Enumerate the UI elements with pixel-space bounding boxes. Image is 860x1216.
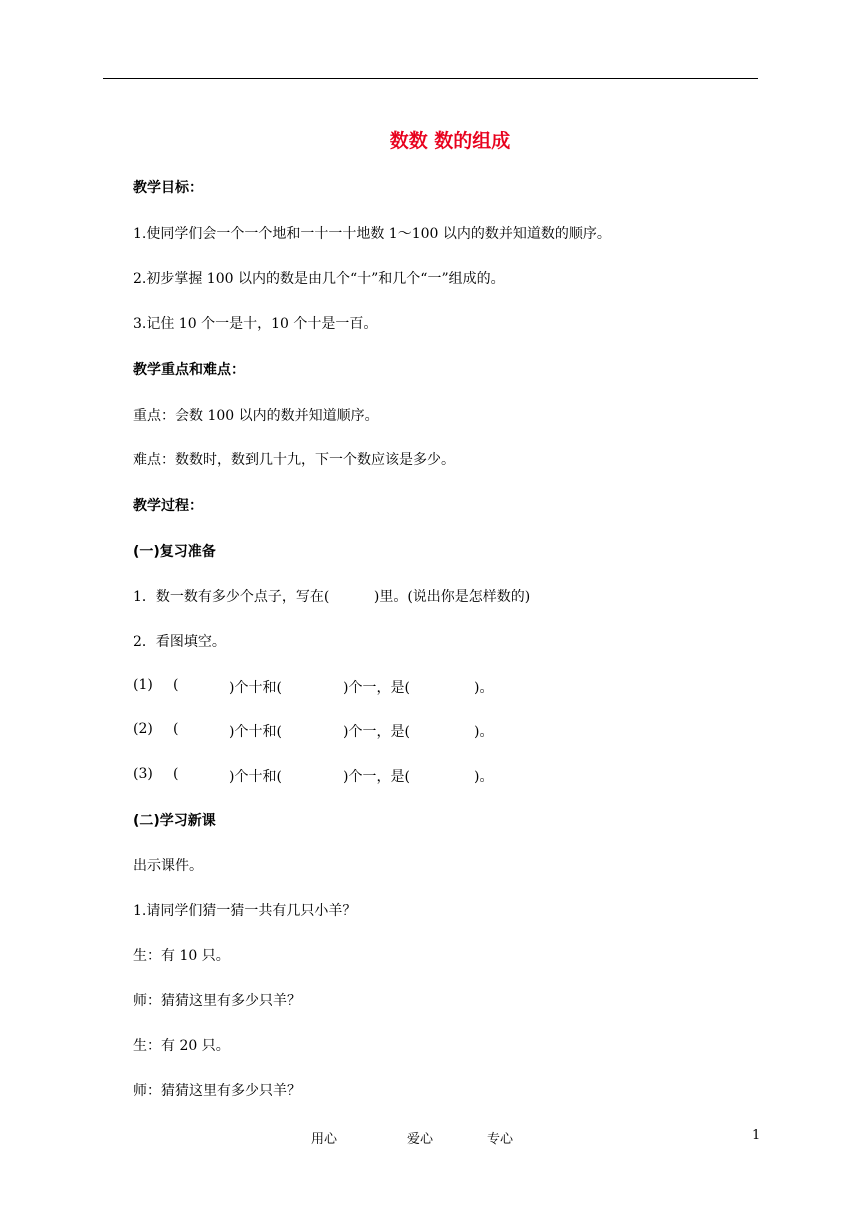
fill-ones-text: )个一，是( [343,680,410,696]
key-heading: 教学重点和难点： [133,362,245,378]
header-rule [103,78,758,79]
fill-end-text: )。 [474,769,494,785]
lesson-line: 出示课件。 [133,858,203,874]
lesson-line: 师：猜猜这里有多少只羊？ [133,1083,301,1099]
fill-end-text: )。 [474,724,494,740]
objective-3: 3.记住 10 个一是十，10 个十是一百。 [133,316,378,332]
footer-text-3: 专心 [487,1132,514,1147]
fill-row-number: (2) [133,721,153,737]
lesson-line: 1.请同学们猜一猜一共有几只小羊？ [133,903,357,919]
key-point: 重点：会数 100 以内的数并知道顺序。 [133,408,379,424]
fill-ones-text: )个一，是( [343,769,410,785]
fill-blank-open: ( [173,721,179,737]
fill-row-number: (3) [133,766,153,782]
fill-tens-text: )个十和( [229,769,282,785]
lesson-line: 师：猜猜这里有多少只羊？ [133,993,301,1009]
footer-text-1: 用心 [311,1132,338,1147]
fill-tens-text: )个十和( [229,680,282,696]
lesson-line: 生：有 20 只。 [133,1038,230,1054]
objective-1: 1.使同学们会一个一个地和一十一十地数 1～100 以内的数并知道数的顺序。 [133,226,611,242]
page-number: 1 [752,1128,761,1143]
objectives-heading: 教学目标： [133,180,203,196]
fill-ones-text: )个一，是( [343,724,410,740]
fill-blank-open: ( [173,677,179,693]
fill-tens-text: )个十和( [229,724,282,740]
fill-row-number: (1) [133,677,153,693]
objective-2: 2.初步掌握 100 以内的数是由几个“十”和几个“一”组成的。 [133,271,505,287]
review-item-1: 1．数一数有多少个点子，写在( )里。(说出你是怎样数的) [133,589,531,605]
footer-text-2: 爱心 [407,1132,434,1147]
fill-blank-open: ( [173,766,179,782]
process-heading: 教学过程： [133,498,203,514]
review-item-2: 2．看图填空。 [133,634,226,650]
lesson-line: 生：有 10 只。 [133,948,230,964]
review-heading: (一)复习准备 [133,544,216,560]
page-title: 数数 数的组成 [389,130,511,152]
fill-end-text: )。 [474,680,494,696]
difficult-point: 难点：数数时，数到几十九，下一个数应该是多少。 [133,452,455,468]
new-lesson-heading: (二)学习新课 [133,813,216,829]
